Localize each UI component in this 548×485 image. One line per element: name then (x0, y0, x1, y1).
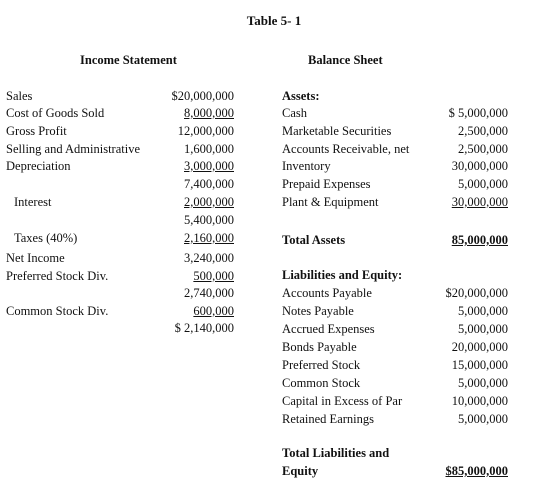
bs-value: $85,000,000 (445, 464, 508, 478)
is-value: 2,740,000 (184, 286, 234, 300)
bs-row-notes-payable (282, 303, 508, 319)
bs-value: 5,000,000 (458, 412, 508, 426)
is-value: 7,400,000 (184, 177, 234, 191)
is-label: Sales (6, 89, 33, 103)
bs-value: 2,500,000 (458, 142, 508, 156)
is-label: Common Stock Div. (6, 304, 109, 318)
bs-value: 20,000,000 (451, 340, 508, 354)
bs-label: Inventory (282, 159, 331, 173)
is-value: $ 2,140,000 (174, 321, 234, 335)
is-value: 2,160,000 (184, 231, 234, 245)
is-label: Interest (14, 195, 52, 209)
bs-row-preferred-stock (282, 357, 508, 373)
bs-value: 5,000,000 (458, 177, 508, 191)
bs-value: 85,000,000 (451, 233, 508, 247)
is-row-cogs (6, 105, 234, 121)
is-row-ebt (6, 212, 234, 228)
is-value: 1,600,000 (184, 142, 234, 156)
is-value: 5,400,000 (184, 213, 234, 227)
total-liabilities-label-line1 (282, 445, 508, 461)
is-row-gross-profit (6, 123, 234, 139)
is-row-net-income (6, 250, 234, 266)
bs-row-accrued-expenses (282, 321, 508, 337)
bs-label: Total Liabilities and (282, 446, 390, 460)
bs-row-total-liabilities-equity (282, 463, 508, 479)
bs-label: Cash (282, 106, 307, 120)
bs-value: 30,000,000 (451, 159, 508, 173)
bs-value: 5,000,000 (458, 376, 508, 390)
bs-label: Retained Earnings (282, 412, 374, 426)
bs-label: Accrued Expenses (282, 322, 375, 336)
is-label: Taxes (40%) (14, 231, 78, 245)
bs-label: Plant & Equipment (282, 195, 379, 209)
is-value: 8,000,000 (184, 106, 234, 120)
bs-row-accounts-receivable (282, 141, 508, 157)
is-value: 3,240,000 (184, 251, 234, 265)
liabilities-heading (282, 267, 508, 283)
bs-label: Notes Payable (282, 304, 354, 318)
is-label: Cost of Goods Sold (6, 106, 105, 120)
bs-value: $ 5,000,000 (448, 106, 508, 120)
bs-value: 2,500,000 (458, 124, 508, 138)
bs-row-plant-equipment (282, 194, 508, 210)
is-row-available-common (6, 285, 234, 301)
bs-row-bonds-payable (282, 339, 508, 355)
bs-row-retained-earnings (282, 411, 508, 427)
bs-label: Liabilities and Equity: (282, 268, 403, 282)
bs-value: 5,000,000 (458, 322, 508, 336)
is-row-taxes (6, 230, 234, 246)
bs-row-total-assets (282, 232, 508, 248)
is-row-selling-admin (6, 141, 234, 157)
is-value: 12,000,000 (177, 124, 234, 138)
bs-row-capital-excess-par (282, 393, 508, 409)
bs-row-accounts-payable (282, 285, 508, 301)
bs-row-prepaid-expenses (282, 176, 508, 192)
bs-label: Assets: (282, 89, 320, 103)
is-row-depreciation (6, 158, 234, 174)
bs-value: $20,000,000 (445, 286, 508, 300)
bs-value: 30,000,000 (451, 195, 508, 209)
income-statement-heading: Income Statement (80, 53, 177, 67)
bs-label: Accounts Receivable, net (282, 142, 410, 156)
bs-value: 5,000,000 (458, 304, 508, 318)
bs-row-cash (282, 105, 508, 121)
is-label: Gross Profit (6, 124, 67, 138)
bs-value: 15,000,000 (451, 358, 508, 372)
bs-row-inventory (282, 158, 508, 174)
is-value: $20,000,000 (171, 89, 234, 103)
bs-row-marketable-securities (282, 123, 508, 139)
is-row-ebit (6, 176, 234, 192)
is-row-sales (6, 88, 234, 104)
bs-label: Preferred Stock (282, 358, 361, 372)
bs-label: Bonds Payable (282, 340, 357, 354)
bs-value: 10,000,000 (451, 394, 508, 408)
balance-sheet-heading: Balance Sheet (308, 53, 383, 67)
bs-label: Marketable Securities (282, 124, 392, 138)
bs-label: Accounts Payable (282, 286, 372, 300)
bs-label: Equity (282, 464, 319, 478)
is-row-interest (6, 194, 234, 210)
is-value: 2,000,000 (184, 195, 234, 209)
is-row-common-div (6, 303, 234, 319)
is-value: 600,000 (193, 304, 234, 318)
is-label: Depreciation (6, 159, 71, 173)
bs-row-common-stock (282, 375, 508, 391)
is-label: Selling and Administrative (6, 142, 141, 156)
is-row-preferred-div (6, 268, 234, 284)
bs-label: Prepaid Expenses (282, 177, 371, 191)
assets-heading (282, 88, 508, 104)
bs-label: Capital in Excess of Par (282, 394, 403, 408)
is-value: 500,000 (193, 269, 234, 283)
bs-label: Total Assets (282, 233, 346, 247)
is-label: Net Income (6, 251, 65, 265)
is-label: Preferred Stock Div. (6, 269, 109, 283)
is-value: 3,000,000 (184, 159, 234, 173)
is-row-retained (6, 320, 234, 336)
table-title: Table 5- 1 (246, 13, 302, 28)
bs-label: Common Stock (282, 376, 361, 390)
